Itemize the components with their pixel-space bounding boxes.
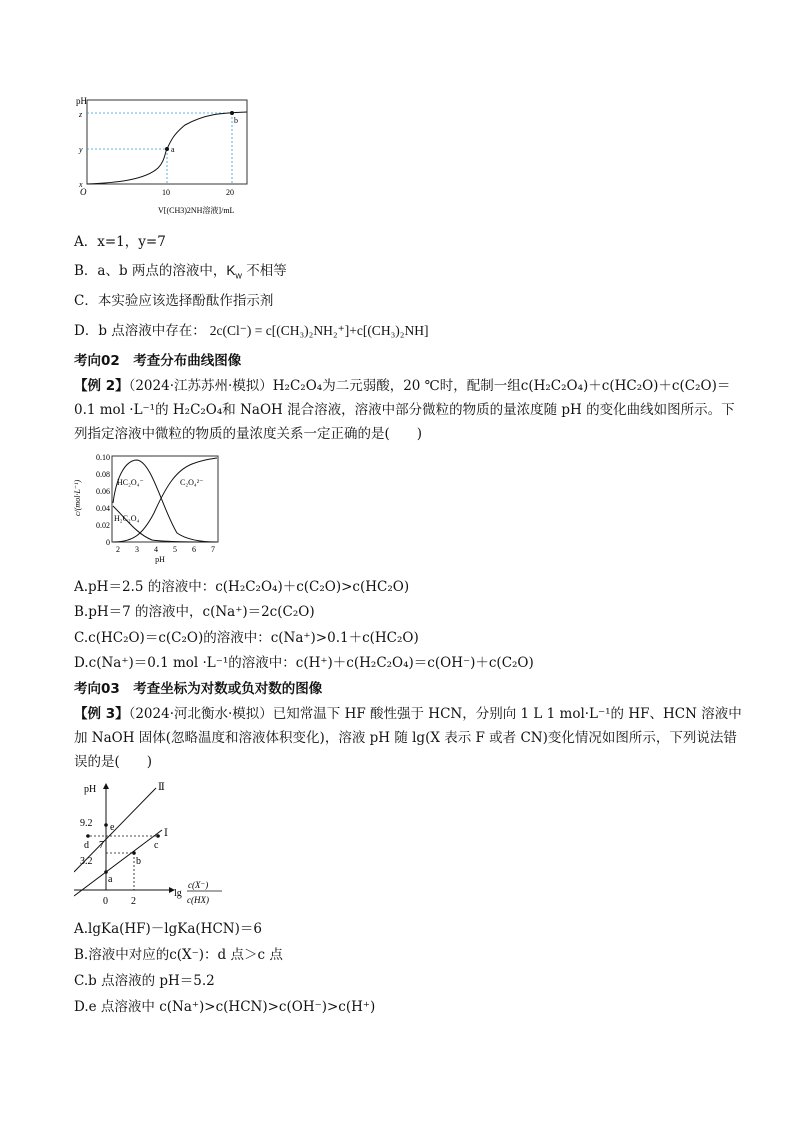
graph3-x-0: 0	[103, 896, 108, 907]
graph3-pt-a: a	[108, 874, 113, 885]
graph3-val-92: 9.2	[80, 818, 93, 829]
graph3-frac-num: c(X⁻)	[188, 880, 209, 890]
graph1-point-b-label: b	[234, 116, 238, 125]
label-hc2o4: HC₂O₄⁻	[117, 478, 144, 487]
x-tick: 4	[154, 545, 158, 554]
graph3-point-e	[104, 823, 108, 827]
graph3-pt-e: e	[110, 822, 115, 833]
q3-option-a: A.lgKa(HF)－lgKa(HCN)＝6	[74, 921, 262, 937]
y-tick: 0.06	[96, 487, 110, 496]
label-c2o4: C₂O₄²⁻	[180, 478, 204, 487]
x-tick: 7	[211, 545, 215, 554]
example-3-line3: 误的是( )	[74, 754, 153, 770]
graph3-pt-c: c	[154, 840, 159, 851]
q3-option-b: B.溶液中对应的c(X⁻)：d 点＞c 点	[74, 947, 283, 963]
y-tick: 0.08	[96, 470, 110, 479]
label-h2c2o4: H₂C₂O₄	[114, 514, 140, 523]
graph3-point-b	[132, 851, 136, 855]
graph3-pt-d: d	[84, 840, 89, 851]
graph1-point-b	[230, 111, 234, 115]
example-2-text	[74, 374, 734, 446]
distribution-graph	[72, 448, 232, 576]
y-tick: 0.04	[96, 504, 110, 513]
example-3-line2: 加 NaOH 固体(忽略温度和溶液体积变化)，溶液 pH 随 lg(X 表示 F 或者 CN)变化情况如图所示，下列说法错	[74, 730, 737, 746]
section-heading-2: 考向02 考查分布曲线图像	[74, 353, 242, 369]
titration-graph	[70, 92, 270, 222]
q1-option-d-formula: 2c(Cl⁻) = c[(CH₃)₂NH₂⁺]+c[(CH₃)₂NH]	[209, 323, 429, 338]
q1-option-d-pre: D．b 点溶液中存在：	[74, 323, 206, 339]
q1-option-b-post: 不相等	[246, 263, 287, 279]
example-3-tag: 【例 3】	[74, 706, 129, 722]
section-heading-3: 考向03 考查坐标为对数或负对数的图像	[74, 681, 323, 697]
graph3-line-II-label: Ⅱ	[158, 782, 165, 793]
q1-option-d	[74, 322, 428, 340]
graph1-point-a	[165, 147, 169, 151]
q2-option-d: D.c(Na⁺)＝0.1 mol ·L⁻¹的溶液中：c(H⁺)＋c(H₂C₂O₄)＝c(OH⁻)＋c(C₂O)	[74, 655, 534, 671]
y-tick: 0	[106, 538, 110, 547]
graph1-point-a-label: a	[171, 145, 175, 154]
q2-option-a: A.pH＝2.5 的溶液中：c(H₂C₂O₄)＋c(C₂O)>c(HC₂O)	[74, 579, 410, 595]
curve-hc2o4	[113, 460, 217, 542]
example-2-line3: 列指定溶液中微粒的物质的量浓度关系一定正确的是( )	[74, 426, 423, 442]
graph2-y-ticks	[96, 453, 110, 547]
graph3-val-7: 7	[99, 840, 104, 851]
y-tick: 0.10	[96, 453, 110, 462]
curve-h2c2o4	[113, 506, 217, 542]
x-tick: 6	[192, 545, 196, 554]
q2-option-b: B.pH＝7 的溶液中，c(Na⁺)＝2c(C₂O)	[74, 604, 315, 620]
graph3-y-label: pH	[84, 784, 97, 795]
graph3-x-lg: lg	[174, 888, 182, 899]
log-ratio-graph	[74, 778, 234, 910]
q1-option-c: C．本实验应该选择酚酞作指示剂	[74, 293, 274, 309]
graph2-x-ticks	[116, 545, 215, 554]
graph1-origin: O	[80, 187, 87, 197]
graph3-pt-b: b	[136, 856, 141, 867]
graph3-x-2: 2	[131, 896, 136, 907]
graph1-tick-10: 10	[162, 188, 170, 197]
graph3-point-d	[86, 834, 90, 838]
curve-c2o4	[113, 458, 217, 542]
graph2-x-label: pH	[155, 555, 165, 564]
example-2-line2: 0.1 mol ·L⁻¹的 H₂C₂O₄和 NaOH 混合溶液，溶液中部分微粒的物质的量浓度随 pH 的变化曲线如图所示。下	[74, 402, 735, 418]
x-tick: 2	[116, 545, 120, 554]
graph1-y-axis-label: pH	[76, 96, 87, 106]
graph1-frame	[87, 100, 247, 184]
example-2-line1: （2024·江苏苏州·模拟）H₂C₂O₄为二元弱酸，20 ℃时，配制一组c(H₂C₂O₄)＋c(HC₂O)＋c(C₂O)＝	[128, 378, 731, 394]
graph2-y-label: c/(mol·L⁻¹)	[73, 479, 82, 516]
graph1-tick-y: y	[79, 145, 83, 154]
q1-option-b	[74, 262, 287, 285]
graph1-tick-x: x	[79, 180, 83, 189]
graph1-tick-20: 20	[226, 188, 234, 197]
graph3-val-32: 3.2	[80, 856, 93, 867]
x-tick: 3	[135, 545, 139, 554]
x-tick: 5	[173, 545, 177, 554]
q3-option-c: C.b 点溶液的 pH＝5.2	[74, 973, 215, 989]
graph3-frac-den: c(HX)	[187, 895, 209, 905]
q2-option-c: C.c(HC₂O)＝c(C₂O)的溶液中：c(Na⁺)>0.1＋c(HC₂O)	[74, 630, 419, 646]
kw-symbol: $K_w$	[226, 263, 242, 281]
graph3-line-I-label: Ⅰ	[164, 828, 168, 839]
q3-option-d: D.e 点溶液中 c(Na⁺)>c(HCN)>c(OH⁻)>c(H⁺)	[74, 999, 376, 1015]
q1-option-b-pre: B．a、b 两点的溶液中，	[74, 263, 227, 279]
example-3-line1: （2024·河北衡水·模拟）已知常温下 HF 酸性强于 HCN，分别向 1 L 1 mol·L⁻¹的 HF、HCN 溶液中	[128, 706, 742, 722]
graph2-frame	[112, 456, 218, 542]
graph1-x-axis-label: V[(CH3)2NH溶液]/mL	[158, 206, 235, 215]
graph3-point-c	[156, 834, 160, 838]
q1-option-a: A．x=1，y=7	[74, 234, 166, 250]
graph1-tick-z: z	[79, 110, 83, 119]
example-2-tag: 【例 2】	[74, 378, 129, 394]
y-tick: 0.02	[96, 521, 110, 530]
example-3-text	[74, 702, 742, 774]
